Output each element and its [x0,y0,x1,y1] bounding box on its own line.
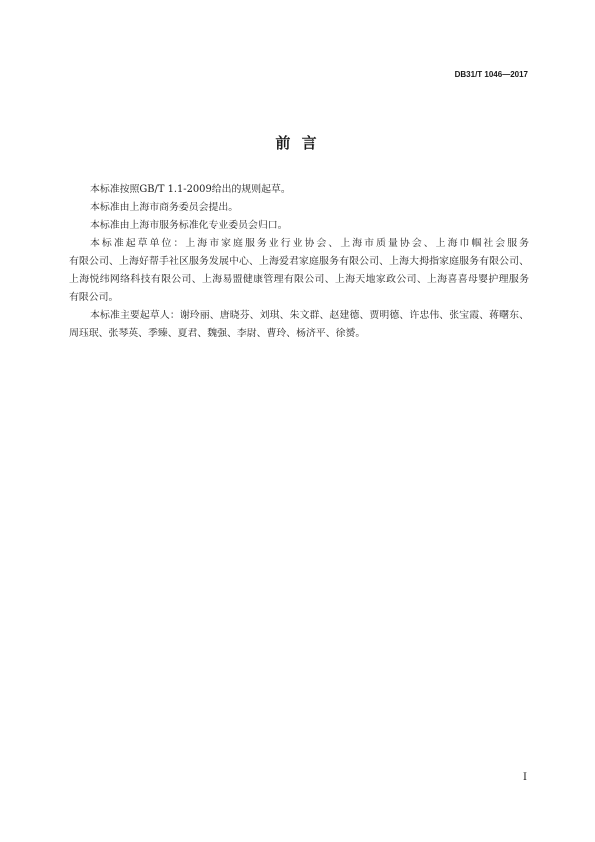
paragraph-line: 本标准由上海市服务标准化专业委员会归口。 [90,220,288,231]
page-number: I [523,772,527,783]
section-title-foreword: 前 言 [275,134,320,152]
paragraph-drafting-units [69,235,529,307]
paragraph-line: 有限公司、上海好帮手社区服务发展中心、上海爱君家庭服务有限公司、上海大拇指家庭服务有限公司、 [69,256,529,267]
foreword-body [69,181,529,343]
paragraph-responsible-committee [69,217,529,235]
paragraph-proposer [69,199,529,217]
paragraph-line: 上海悦纬网络科技有限公司、上海易盟健康管理有限公司、上海天地家政公司、上海喜喜母婴护理服务 [69,274,529,285]
paragraph-line: 本标准按照GB/T 1.1-2009给出的规则起草。 [90,184,291,195]
paragraph-line: 本标准由上海市商务委员会提出。 [90,202,239,213]
paragraph-main-drafters [69,307,529,343]
paragraph-line: 本标准起草单位：上海市家庭服务业行业协会、上海市质量协会、上海巾帼社会服务 [90,238,529,249]
paragraph-line: 有限公司。 [69,292,119,303]
document-code: DB31/T 1046—2017 [454,70,528,79]
paragraph-line: 本标准主要起草人：谢玲丽、唐晓芬、刘琪、朱文群、赵建德、贾明德、许忠伟、张宝霞、蒋曙东、 [90,310,529,321]
paragraph-drafting-rules [69,181,529,199]
paragraph-line: 周珏珉、张琴英、季臻、夏君、魏强、李尉、曹玲、杨济平、徐赟。 [69,328,366,339]
